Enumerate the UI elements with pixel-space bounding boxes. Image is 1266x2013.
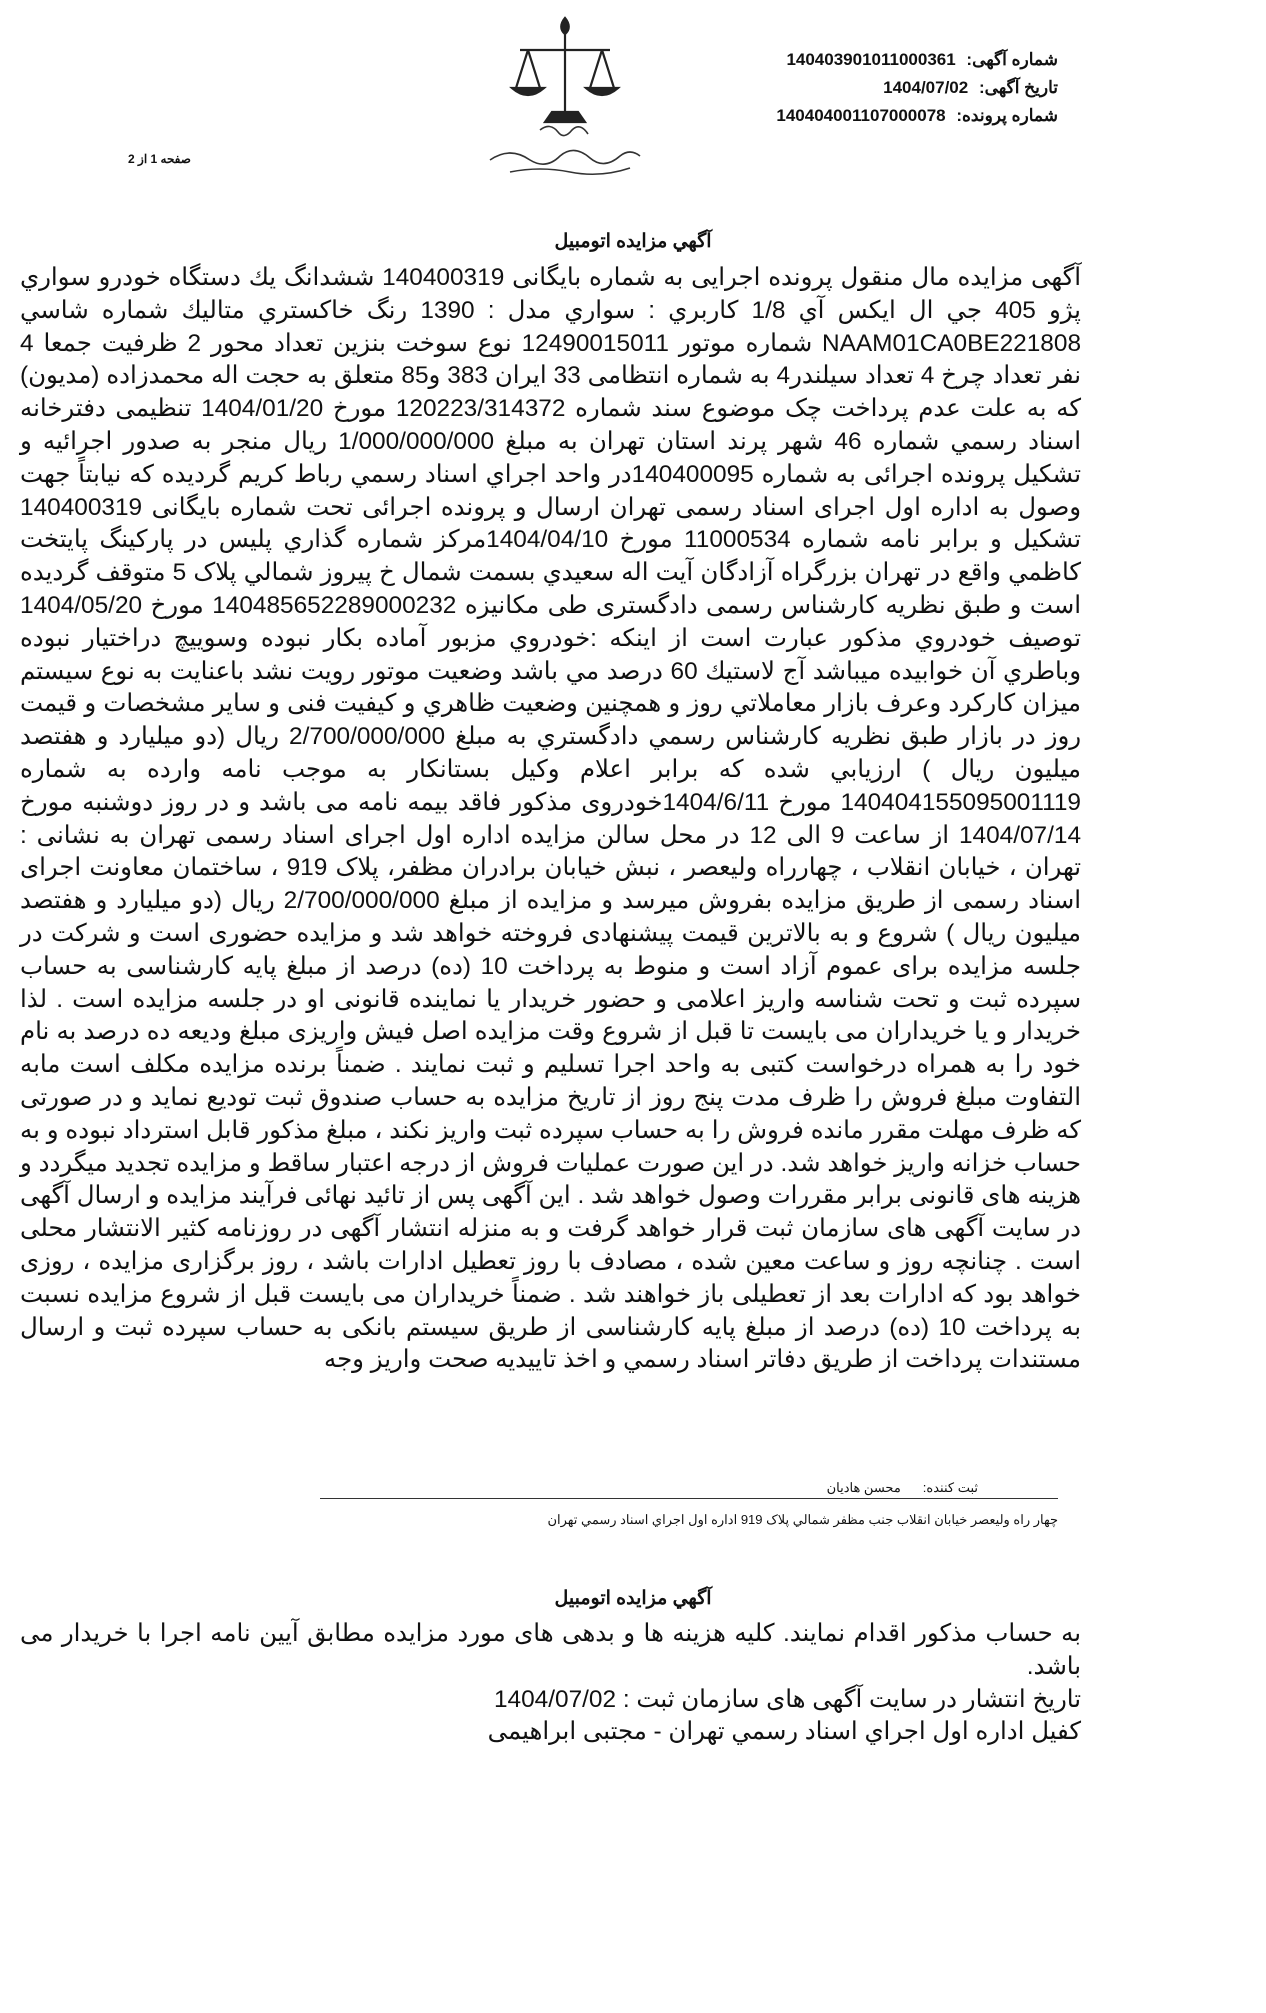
ad-number-row: [776, 46, 1058, 74]
case-number-label: شماره پرونده:: [956, 106, 1058, 125]
registrar-label: ثبت کننده:: [922, 1480, 978, 1495]
organization-signature: [470, 120, 670, 182]
ad-date-row: [776, 74, 1058, 102]
registrar-name: محسن هادیان: [826, 1480, 901, 1495]
ad-date-label: تاریخ آگهی:: [978, 78, 1058, 97]
auction-body-continued: [20, 1618, 1081, 1749]
ad-meta: [776, 46, 1058, 130]
page-number: صفحه 1 از 2: [128, 152, 191, 166]
doc-title: آگهي مزايده اتومبيل: [554, 231, 712, 252]
ad-number: 14040390101100036​1: [786, 50, 956, 69]
ad-date: 1404/07/02: [883, 78, 969, 97]
signatory-line: کفیل اداره اول اجراي اسناد رسمي تهران - مجتبی ابراهیمی: [487, 1718, 1081, 1746]
ad-number-label: شماره آگهی:: [966, 50, 1058, 69]
divider: [320, 1498, 1058, 1499]
case-number-row: [776, 102, 1058, 130]
continued-line: به حساب مذکور اقدام نمایند. کلیه هزینه ها و بدهی های مورد مزایده مطابق آیین نامه اجرا با خریدار می باشد.: [20, 1620, 1081, 1680]
case-number: 140404001107000078: [776, 106, 946, 125]
auction-paragraph: آگهی مزایده مال منقول پرونده اجرایی به شماره بایگانی 140400319 ششدانگ یك دستگاه خودرو سواري پژو 405 جي ال ايكس آي 1/8 كاربري : سواري مدل : 1390 رنگ خاكستري متاليك شماره شاسي NAAM01CA0BE221808 شماره موتور 12490015011 نوع سوخت بنزین تعداد محور 2 ظرفیت جمعا 4 نفر تعداد چرخ 4 تعداد سیلندر4 به شماره انتظامی 33 ایران 383 و85 متعلق به حجت اله محمدزاده (مدیون) که به علت عدم پرداخت چک موضوع سند شماره 120223/314372 مورخ 1404/01/20 تنظیمی دفترخانه اسناد رسمي شماره 46 شهر پرند استان تهران به مبلغ 1/000/000/000 ریال منجر به صدور اجرائیه و تشکیل پرونده اجرائی به شماره 140400095در واحد اجراي اسناد رسمي رباط كريم گرديده كه نيابتاً جهت وصول به اداره اول اجرای اسناد رسمی تهران ارسال و پرونده اجرائی تحت شماره بایگانی 140400319 تشکیل و برابر نامه شماره 11000534 مورخ 1404/04/10مرکز شماره گذاري پليس در پاركينگ پايتخت كاظمي واقع در تهران بزرگراه آزادگان آيت اله سعيدي بسمت شمال خ پيروز شمالي پلاک 5 متوقف گرديده است و طبق نظريه کارشناس رسمی دادگستری طی مکانیزه 140485652289000232 مورخ 1404/05/20 توصيف خودروي مذكور عبارت است از اينكه :خودروي مزبور آماده بكار نبوده وسوييچ دراختيار نبوده وباطري آن خوابيده ميباشد آج لاستيك 60 درصد مي باشد وضعيت موتور رويت نشد باعنايت به نوع سيستم ميزان كاركرد وعرف بازار معاملاتي روز و همچنين وضعيت ظاهري و كيفيت فنى و ساير مشخصات و قيمت روز در بازار طبق نظريه كارشناس رسمي دادگستري به مبلغ 2/700/000/000 ريال (دو ميليارد و هفتصد ميليون ريال ) ارزيابي شده كه برابر اعلام وكيل بستانكار به موجب نامه وارده به شماره 140404155095001119 مورخ 1404/6/11خودروی مذکور فاقد بیمه نامه می باشد و در روز دوشنبه مورخ 1404/07/14 از ساعت 9 الی 12 در محل سالن مزایده اداره اول اجرای اسناد رسمی تهران به نشانی : تهران ، خیابان انقلاب ، چهارراه ولیعصر ، نبش خیابان برادران مظفر، پلاک 919 ، ساختمان معاونت اجرای اسناد رسمی از طریق مزایده بفروش میرسد و مزایده از مبلغ 2/700/000/000 ريال (دو ميليارد و هفتصد ميليون ريال ) شروع و به بالاترین قیمت پیشنهادی فروخته خواهد شد و مزایده حضوری است و شرکت در جلسه مزایده برای عموم آزاد است و منوط به پرداخت 10 (ده) درصد از مبلغ پایه کارشناسی به حساب سپرده ثبت و تحت شناسه واریز اعلامی و حضور خریدار یا نماینده قانونی او در جلسه مزایده است . لذا خریدار و یا خریداران می بایست تا قبل از شروع وقت مزایده اصل فیش واریزی مبلغ ودیعه ده درصد به نام خود را به همراه درخواست کتبی به واحد اجرا تسلیم و ثبت نمایند . ضمناً برنده مزایده مکلف است مابه التفاوت مبلغ فروش را ظرف مدت پنج روز از تاریخ مزایده به حساب صندوق ثبت تودیع نماید و در صورتی که ظرف مهلت مقرر مانده فروش را به حساب سپرده ثبت واریز نکند ، مبلغ مذکور قابل استرداد نبوده و به حساب خزانه واریز خواهد شد. در این صورت عملیات فروش از درجه اعتبار ساقط و مزایده تجدید میگردد و هزینه های قانونی برابر مقررات وصول خواهد شد . این آگهی پس از تائید نهائی فرآیند مزایده و ارسال آگهی در سایت آگهی های سازمان ثبت قرار خواهد گرفت و به منزله انتشار آگهی در روزنامه کثیر الانتشار محلی است . چنانچه روز و ساعت معین شده ، مصادف با روز تعطیل ادارات باشد ، روز برگزاری مزایده ، روزی خواهد بود که ادارات بعد از تعطیلی باز خواهند شد . ضمناً خریداران می بایست قبل از شروع مزایده نسبت به پرداخت 10 (ده) درصد از مبلغ پایه کارشناسی از طریق سیستم بانکی به حساب سپرده ثبت و ارسال مستندات پرداخت از طریق دفاتر اسناد رسمي و اخذ تاييديه صحت واريز وجه: [20, 264, 1082, 1374]
registrar: [805, 1480, 978, 1496]
office-address: چهار راه وليعصر خيابان انقلاب جنب مظفر شمالي پلاک 919 اداره اول اجراي اسناد رسمي تهران: [547, 1512, 1058, 1527]
publish-date-line: تاریخ انتشار در سایت آگهی های سازمان ثبت : 1404/07/02: [493, 1685, 1081, 1713]
auction-body: [20, 262, 1081, 1377]
doc-title-continued: آگهي مزايده اتومبيل: [554, 1588, 712, 1609]
